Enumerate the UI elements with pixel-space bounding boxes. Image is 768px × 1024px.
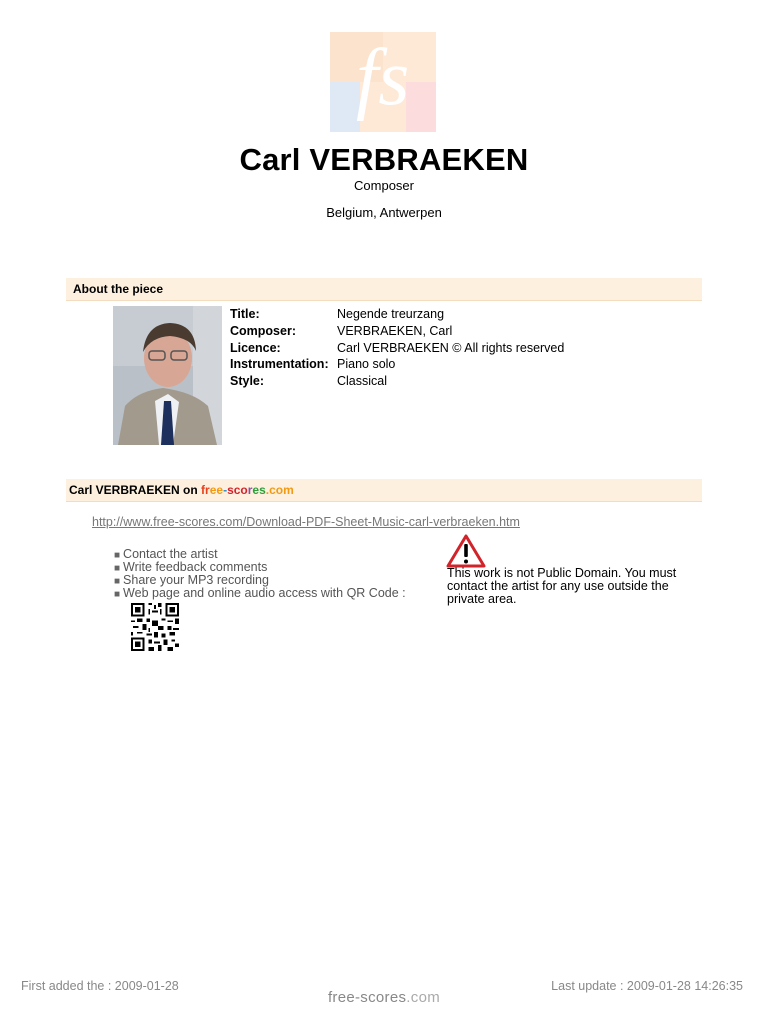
contact-artist-item[interactable] <box>114 547 218 561</box>
copyright-warning: This work is not Public Domain. You must contact the artist for any use outside the private area. <box>447 566 677 606</box>
site-heading-prefix: Carl VERBRAEKEN on <box>69 483 202 497</box>
free-scores-logo <box>330 32 436 132</box>
about-section-header <box>66 278 702 301</box>
title-value: Negende treurzang <box>337 307 445 321</box>
qr-code-icon[interactable] <box>130 603 180 651</box>
brand-part-4: sco <box>227 483 248 497</box>
warning-icon <box>446 534 486 568</box>
composer-name: Carl VERBRAEKEN <box>239 142 529 177</box>
composer-label: Composer: <box>230 324 296 338</box>
style-label: Style: <box>230 374 265 388</box>
brand-part-1: fr <box>201 483 210 497</box>
share-mp3-item[interactable] <box>114 573 269 587</box>
about-heading: About the piece <box>73 282 164 296</box>
licence-label: Licence: <box>230 341 281 355</box>
title-label: Title: <box>230 307 260 321</box>
brand-part-7: .com <box>265 483 294 497</box>
feedback-item[interactable] <box>114 560 267 574</box>
brand-part-3: - <box>223 483 228 497</box>
composer-role: Composer <box>354 178 414 193</box>
feedback-link[interactable]: Write feedback comments <box>123 560 268 574</box>
logo-letters: fs <box>356 34 410 122</box>
site-heading <box>69 483 294 497</box>
footer-logo-domain: .com <box>406 989 441 1006</box>
bullet-icon: ■ <box>114 550 121 561</box>
brand-part-2: ee <box>209 483 224 497</box>
bullet-icon: ■ <box>114 589 121 600</box>
composer-page-link[interactable]: http://www.free-scores.com/Download-PDF-Sheet-Music-carl-verbraeken.htm <box>92 515 520 529</box>
qr-access-link[interactable]: Web page and online audio access with QR Code : <box>123 586 406 600</box>
site-section-header <box>66 479 702 502</box>
instrumentation-value: Piano solo <box>337 357 396 371</box>
bullet-icon: ■ <box>114 576 121 587</box>
first-added-date: First added the : 2009-01-28 <box>21 979 179 993</box>
share-mp3-link[interactable]: Share your MP3 recording <box>123 573 269 587</box>
instrumentation-label: Instrumentation: <box>230 357 329 371</box>
composer-photo <box>113 306 222 445</box>
composer-value: VERBRAEKEN, Carl <box>337 324 453 338</box>
last-update-date: Last update : 2009-01-28 14:26:35 <box>551 979 743 993</box>
footer-logo-main: free-scores <box>327 989 407 1006</box>
brand-part-6: es <box>252 483 266 497</box>
footer-logo <box>0 989 768 1006</box>
style-value: Classical <box>337 374 388 388</box>
contact-artist-link[interactable]: Contact the artist <box>123 547 218 561</box>
composer-location: Belgium, Antwerpen <box>326 205 442 220</box>
brand-part-5: r <box>247 483 253 497</box>
bullet-icon: ■ <box>114 563 121 574</box>
licence-value: Carl VERBRAEKEN © All rights reserved <box>337 341 565 355</box>
qr-access-item[interactable] <box>114 586 406 600</box>
